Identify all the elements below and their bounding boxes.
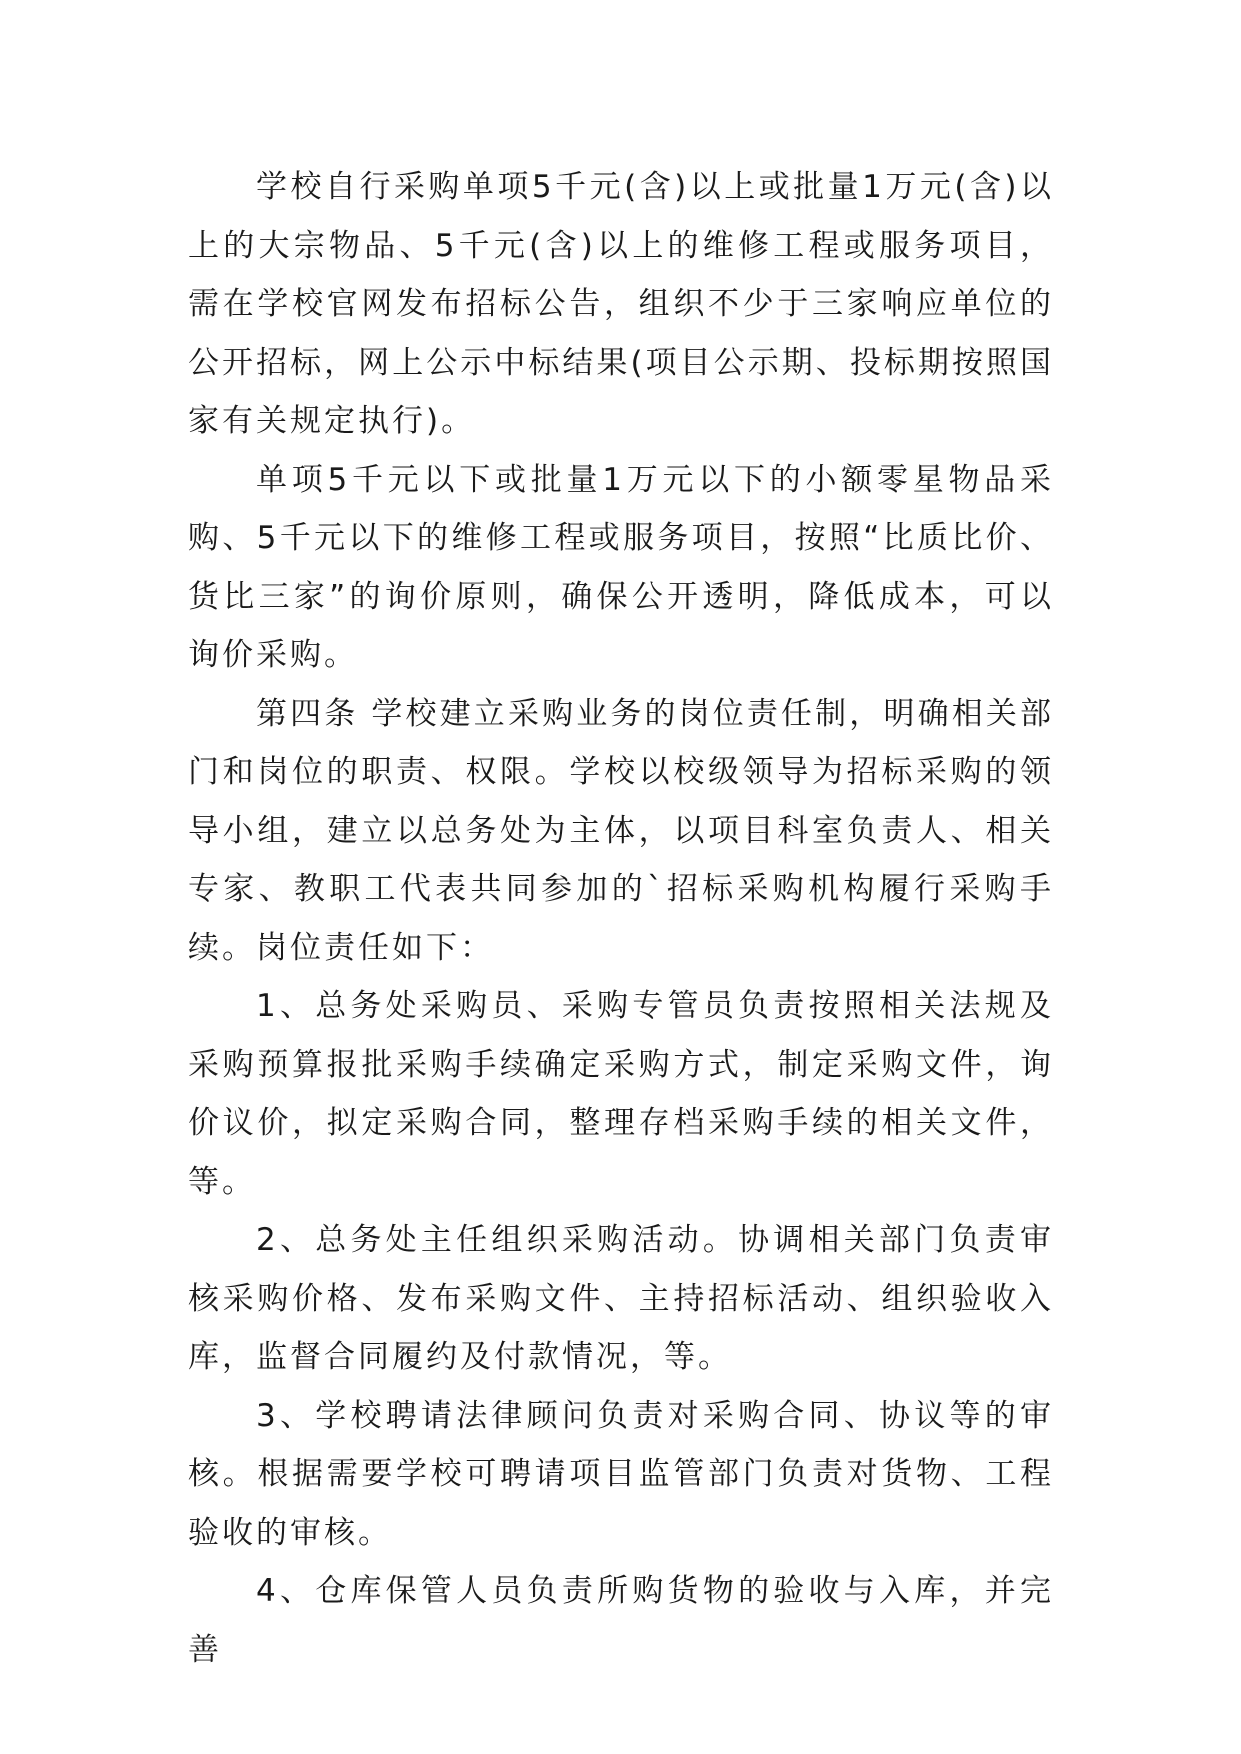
paragraph-duty-item-3: 3、学校聘请法律顾问负责对采购合同、协议等的审核。根据需要学校可聘请项目监管部门负责对货物、工程验收的审核。 (188, 1397, 1054, 1551)
document-body (188, 158, 1054, 1679)
paragraph-duty-item-2: 2、总务处主任组织采购活动。协调相关部门负责审核采购价格、发布采购文件、主持招标活动、组织验收入库，监督合同履约及付款情况，等。 (188, 1222, 1054, 1375)
paragraph-large-purchase-rule: 学校自行采购单项5千元(含)以上或批量1万元(含)以上的大宗物品、5千元(含)以上的维修工程或服务项目，需在学校官网发布招标公告，组织不少于三家响应单位的公开招标，网上公示中标结果(项目公示期、投标期按照国家有关规定执行)。 (188, 169, 1054, 439)
paragraph-small-purchase-rule: 单项5千元以下或批量1万元以下的小额零星物品采购、5千元以下的维修工程或服务项目，按照“比质比价、货比三家”的询价原则，确保公开透明，降低成本，可以询价采购。 (188, 461, 1054, 673)
paragraph-article-four: 第四条 学校建立采购业务的岗位责任制，明确相关部门和岗位的职责、权限。学校以校级领导为招标采购的领导小组，建立以总务处为主体，以项目科室负责人、相关专家、教职工代表共同参加的`招标采购机构履行采购手续。岗位责任如下： (188, 695, 1054, 966)
paragraph-duty-item-4: 4、仓库保管人员负责所购货物的验收与入库，并完善 (188, 1573, 1054, 1668)
paragraph-duty-item-1: 1、总务处采购员、采购专管员负责按照相关法规及采购预算报批采购手续确定采购方式，制定采购文件，询价议价，拟定采购合同，整理存档采购手续的相关文件，等。 (188, 988, 1054, 1200)
